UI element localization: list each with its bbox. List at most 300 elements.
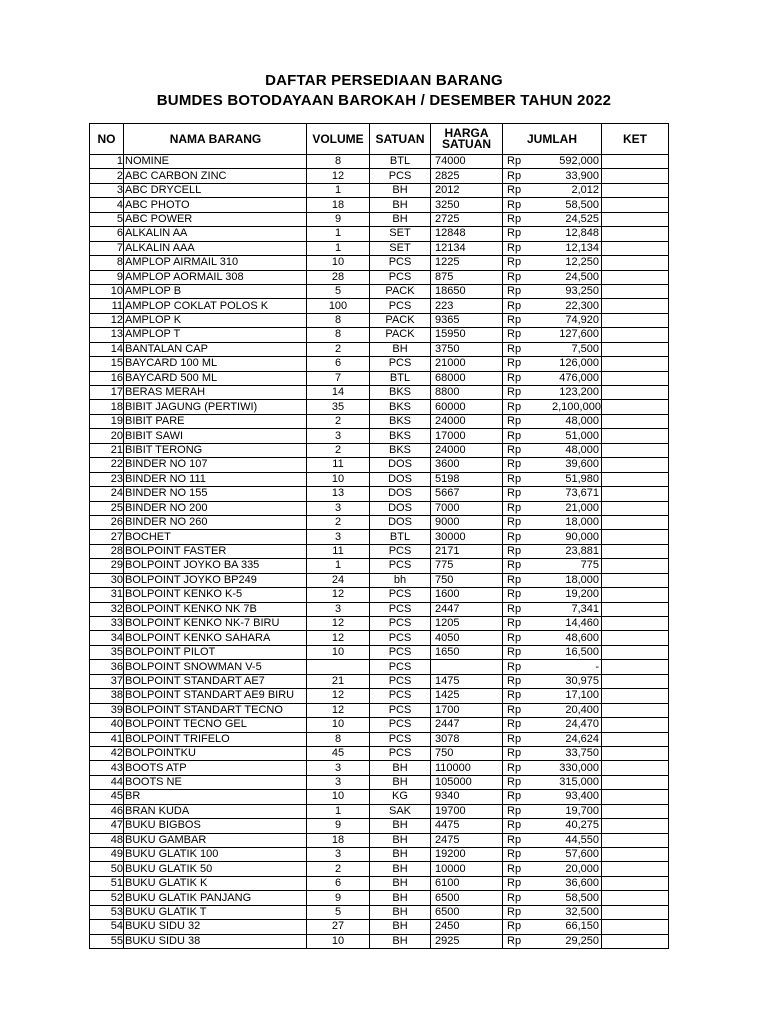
table-row [90,357,669,371]
cell-ket [602,761,669,775]
cell-satuan: PCS [370,703,431,717]
cell-ket [602,299,669,313]
cell-no: 28 [90,544,124,558]
cell-currency: Rp [503,313,553,327]
cell-ket [602,400,669,414]
cell-jumlah: 20,000 [552,862,602,876]
cell-nama-barang: BINDER NO 155 [124,487,307,501]
cell-harga-satuan: 223 [431,299,503,313]
cell-harga-satuan: 3078 [431,732,503,746]
cell-satuan: BH [370,775,431,789]
cell-jumlah: 32,500 [552,905,602,919]
table-row [90,674,669,688]
cell-nama-barang: BOLPOINT KENKO NK 7B [124,602,307,616]
cell-jumlah: 24,624 [552,732,602,746]
cell-currency: Rp [503,573,553,587]
cell-no: 49 [90,848,124,862]
cell-nama-barang: BOOTS NE [124,775,307,789]
cell-jumlah: 19,200 [552,588,602,602]
cell-ket [602,414,669,428]
table-row [90,429,669,443]
cell-no: 44 [90,775,124,789]
cell-satuan: PCS [370,674,431,688]
cell-nama-barang: BOLPOINT KENKO NK-7 BIRU [124,617,307,631]
cell-currency: Rp [503,848,553,862]
cell-satuan: BKS [370,414,431,428]
table-row [90,256,669,270]
cell-volume: 5 [307,905,370,919]
cell-no: 9 [90,270,124,284]
cell-volume: 12 [307,617,370,631]
cell-currency: Rp [503,241,553,255]
table-row [90,270,669,284]
cell-harga-satuan: 12134 [431,241,503,255]
cell-ket [602,689,669,703]
cell-nama-barang: BOLPOINT TRIFELO [124,732,307,746]
table-row [90,559,669,573]
cell-volume: 10 [307,256,370,270]
cell-nama-barang: AMPLOP AIRMAIL 310 [124,256,307,270]
cell-volume: 9 [307,212,370,226]
cell-currency: Rp [503,775,553,789]
cell-no: 42 [90,746,124,760]
cell-jumlah: 66,150 [552,920,602,934]
cell-volume: 3 [307,775,370,789]
cell-currency: Rp [503,718,553,732]
cell-currency: Rp [503,920,553,934]
cell-volume: 100 [307,299,370,313]
cell-jumlah: 93,400 [552,790,602,804]
cell-no: 10 [90,284,124,298]
cell-satuan: BH [370,183,431,197]
cell-no: 23 [90,472,124,486]
cell-currency: Rp [503,833,553,847]
cell-ket [602,804,669,818]
cell-currency: Rp [503,256,553,270]
cell-harga-satuan: 2171 [431,544,503,558]
cell-jumlah: 30,975 [552,674,602,688]
cell-volume: 11 [307,458,370,472]
cell-harga-satuan: 19700 [431,804,503,818]
cell-currency: Rp [503,602,553,616]
cell-volume: 1 [307,227,370,241]
cell-nama-barang: BUKU GLATIK K [124,876,307,890]
cell-no: 55 [90,934,124,948]
cell-nama-barang: BOLPOINT FASTER [124,544,307,558]
cell-ket [602,544,669,558]
cell-harga-satuan: 9340 [431,790,503,804]
cell-harga-satuan: 2447 [431,602,503,616]
cell-volume: 8 [307,328,370,342]
cell-harga-satuan: 68000 [431,371,503,385]
cell-no: 33 [90,617,124,631]
cell-nama-barang: NOMINE [124,155,307,169]
header-harga-line1: HARGA [444,126,489,140]
cell-currency: Rp [503,530,553,544]
cell-ket [602,631,669,645]
cell-satuan: SET [370,241,431,255]
cell-jumlah: 74,920 [552,313,602,327]
cell-harga-satuan: 18650 [431,284,503,298]
cell-harga-satuan: 2475 [431,833,503,847]
cell-volume: 7 [307,371,370,385]
table-row [90,515,669,529]
cell-ket [602,328,669,342]
cell-currency: Rp [503,414,553,428]
cell-no: 25 [90,501,124,515]
cell-harga-satuan: 3600 [431,458,503,472]
cell-volume: 3 [307,530,370,544]
table-row [90,876,669,890]
cell-no: 5 [90,212,124,226]
cell-jumlah: 14,460 [552,617,602,631]
table-row [90,400,669,414]
table-row [90,905,669,919]
table-row [90,848,669,862]
cell-no: 6 [90,227,124,241]
cell-jumlah: 12,250 [552,256,602,270]
table-row [90,645,669,659]
cell-no: 16 [90,371,124,385]
cell-satuan: BH [370,876,431,890]
table-row [90,703,669,717]
cell-volume: 18 [307,833,370,847]
cell-no: 13 [90,328,124,342]
cell-satuan: PCS [370,544,431,558]
cell-harga-satuan: 12848 [431,227,503,241]
cell-currency: Rp [503,270,553,284]
cell-ket [602,588,669,602]
cell-nama-barang: BIBIT TERONG [124,443,307,457]
cell-ket [602,342,669,356]
cell-currency: Rp [503,631,553,645]
cell-satuan: PCS [370,588,431,602]
cell-jumlah: 24,470 [552,718,602,732]
cell-jumlah: 48,000 [552,414,602,428]
cell-ket [602,891,669,905]
cell-nama-barang: BUKU GAMBAR [124,833,307,847]
cell-satuan: BKS [370,443,431,457]
cell-ket [602,487,669,501]
cell-jumlah: 51,980 [552,472,602,486]
cell-satuan: BH [370,212,431,226]
cell-ket [602,227,669,241]
cell-currency: Rp [503,501,553,515]
cell-harga-satuan: 74000 [431,155,503,169]
table-row [90,891,669,905]
cell-ket [602,819,669,833]
cell-jumlah: - [552,660,602,674]
cell-currency: Rp [503,169,553,183]
cell-no: 41 [90,732,124,746]
cell-no: 27 [90,530,124,544]
cell-satuan: PCS [370,270,431,284]
cell-ket [602,746,669,760]
cell-volume: 11 [307,544,370,558]
cell-jumlah: 19,700 [552,804,602,818]
cell-jumlah: 48,600 [552,631,602,645]
cell-jumlah: 40,275 [552,819,602,833]
cell-satuan: BH [370,848,431,862]
cell-currency: Rp [503,732,553,746]
cell-jumlah: 22,300 [552,299,602,313]
cell-jumlah: 2,100,000 [552,400,601,413]
cell-volume [307,660,370,674]
cell-no: 34 [90,631,124,645]
cell-satuan: PCS [370,689,431,703]
table-row [90,631,669,645]
cell-ket [602,732,669,746]
cell-harga-satuan: 5198 [431,472,503,486]
cell-currency: Rp [503,617,553,631]
cell-satuan: PCS [370,718,431,732]
cell-ket [602,718,669,732]
cell-satuan: BH [370,920,431,934]
cell-currency: Rp [503,645,553,659]
cell-nama-barang: BOLPOINTKU [124,746,307,760]
table-row [90,833,669,847]
cell-currency: Rp [503,299,553,313]
cell-no: 52 [90,891,124,905]
cell-volume: 2 [307,862,370,876]
table-row [90,732,669,746]
table-row [90,443,669,457]
cell-satuan: BH [370,891,431,905]
cell-ket [602,703,669,717]
cell-ket [602,198,669,212]
cell-nama-barang: BUKU SIDU 32 [124,920,307,934]
cell-harga-satuan: 2447 [431,718,503,732]
cell-jumlah: 330,000 [552,761,602,775]
cell-volume: 3 [307,429,370,443]
cell-currency: Rp [503,443,553,457]
cell-harga-satuan: 4050 [431,631,503,645]
cell-nama-barang: BOLPOINT KENKO K-5 [124,588,307,602]
table-row [90,371,669,385]
cell-satuan: BH [370,862,431,876]
cell-nama-barang: AMPLOP K [124,313,307,327]
cell-volume: 2 [307,414,370,428]
cell-nama-barang: ABC PHOTO [124,198,307,212]
cell-harga-satuan: 750 [431,746,503,760]
cell-no: 21 [90,443,124,457]
cell-satuan: DOS [370,458,431,472]
cell-volume: 6 [307,357,370,371]
cell-currency: Rp [503,544,553,558]
table-header-row [90,124,669,155]
cell-currency: Rp [503,458,553,472]
cell-ket [602,645,669,659]
cell-satuan: PACK [370,284,431,298]
cell-nama-barang: BERAS MERAH [124,386,307,400]
header-harga-satuan [431,124,503,155]
cell-harga-satuan: 19200 [431,848,503,862]
cell-currency: Rp [503,386,553,400]
table-row [90,284,669,298]
cell-volume: 12 [307,169,370,183]
cell-harga-satuan: 3750 [431,342,503,356]
cell-satuan: BH [370,905,431,919]
cell-no: 8 [90,256,124,270]
document-subtitle: BUMDES BOTODAYAAN BAROKAH / DESEMBER TAHUN 2022 [156,92,612,109]
cell-jumlah: 476,000 [552,371,602,385]
cell-satuan: PCS [370,732,431,746]
cell-satuan: PCS [370,645,431,659]
cell-satuan: PCS [370,617,431,631]
cell-harga-satuan: 2012 [431,183,503,197]
cell-nama-barang: AMPLOP COKLAT POLOS K [124,299,307,313]
cell-satuan: PCS [370,299,431,313]
cell-satuan: PCS [370,660,431,674]
cell-nama-barang: BIBIT SAWI [124,429,307,443]
cell-no: 15 [90,357,124,371]
cell-jumlah: 24,525 [552,212,602,226]
cell-ket [602,472,669,486]
cell-satuan: PACK [370,313,431,327]
cell-jumlah: 127,600 [552,328,602,342]
table-row [90,501,669,515]
cell-nama-barang: BUKU GLATIK T [124,905,307,919]
cell-currency: Rp [503,342,553,356]
cell-volume: 27 [307,920,370,934]
cell-volume: 14 [307,386,370,400]
cell-harga-satuan: 1475 [431,674,503,688]
cell-satuan: DOS [370,515,431,529]
table-row [90,790,669,804]
cell-jumlah: 58,500 [552,198,602,212]
cell-harga-satuan [431,660,503,674]
table-row [90,155,669,169]
header-jumlah: JUMLAH [503,124,602,155]
cell-no: 18 [90,400,124,414]
cell-currency: Rp [503,472,553,486]
cell-jumlah: 51,000 [552,429,602,443]
cell-nama-barang: BRAN KUDA [124,804,307,818]
cell-no: 46 [90,804,124,818]
cell-currency: Rp [503,905,553,919]
cell-no: 50 [90,862,124,876]
cell-jumlah: 12,134 [552,241,602,255]
cell-harga-satuan: 7000 [431,501,503,515]
cell-nama-barang: BINDER NO 107 [124,458,307,472]
cell-harga-satuan: 9000 [431,515,503,529]
cell-ket [602,371,669,385]
cell-nama-barang: BOLPOINT PILOT [124,645,307,659]
cell-ket [602,848,669,862]
cell-jumlah: 17,100 [552,689,602,703]
cell-nama-barang: BIBIT PARE [124,414,307,428]
cell-volume: 35 [307,400,370,414]
cell-satuan: BKS [370,400,431,414]
cell-nama-barang: BOLPOINT STANDART AE7 [124,674,307,688]
cell-nama-barang: BOLPOINT SNOWMAN V-5 [124,660,307,674]
cell-volume: 10 [307,718,370,732]
table-row [90,804,669,818]
cell-no: 22 [90,458,124,472]
cell-jumlah: 93,250 [552,284,602,298]
cell-volume: 1 [307,183,370,197]
cell-satuan: BTL [370,155,431,169]
cell-jumlah: 7,500 [552,342,602,356]
cell-no: 36 [90,660,124,674]
header-no: NO [90,124,124,155]
header-harga-line2: SATUAN [441,137,492,151]
cell-no: 7 [90,241,124,255]
cell-nama-barang: BUKU SIDU 38 [124,934,307,948]
cell-ket [602,862,669,876]
cell-ket [602,573,669,587]
table-row [90,183,669,197]
cell-satuan: PCS [370,357,431,371]
cell-no: 53 [90,905,124,919]
cell-ket [602,833,669,847]
cell-jumlah: 123,200 [552,386,602,400]
cell-harga-satuan: 110000 [431,761,503,775]
cell-currency: Rp [503,588,553,602]
cell-ket [602,212,669,226]
cell-currency: Rp [503,862,553,876]
cell-nama-barang: BOLPOINT JOYKO BP249 [124,573,307,587]
cell-volume: 3 [307,602,370,616]
cell-satuan: PCS [370,169,431,183]
cell-no: 20 [90,429,124,443]
table-row [90,458,669,472]
cell-nama-barang: BOOTS ATP [124,761,307,775]
table-row [90,718,669,732]
cell-currency: Rp [503,487,553,501]
cell-no: 47 [90,819,124,833]
cell-harga-satuan: 1205 [431,617,503,631]
cell-no: 38 [90,689,124,703]
cell-volume: 10 [307,790,370,804]
cell-volume: 10 [307,645,370,659]
cell-no: 2 [90,169,124,183]
cell-currency: Rp [503,198,553,212]
cell-currency: Rp [503,876,553,890]
cell-harga-satuan: 60000 [431,400,503,414]
cell-currency: Rp [503,515,553,529]
cell-harga-satuan: 21000 [431,357,503,371]
cell-no: 1 [90,155,124,169]
table-row [90,573,669,587]
cell-volume: 9 [307,891,370,905]
cell-jumlah: 90,000 [552,530,602,544]
cell-harga-satuan: 6500 [431,905,503,919]
cell-harga-satuan: 6100 [431,876,503,890]
cell-currency: Rp [503,371,553,385]
cell-jumlah: 48,000 [552,443,602,457]
table-row [90,227,669,241]
cell-ket [602,443,669,457]
cell-volume: 8 [307,155,370,169]
cell-ket [602,775,669,789]
cell-satuan: PCS [370,631,431,645]
cell-satuan: BH [370,198,431,212]
cell-satuan: BTL [370,530,431,544]
table-row [90,920,669,934]
cell-harga-satuan: 4475 [431,819,503,833]
cell-jumlah: 18,000 [552,573,602,587]
cell-volume: 28 [307,270,370,284]
cell-no: 37 [90,674,124,688]
cell-currency: Rp [503,746,553,760]
cell-nama-barang: BAYCARD 500 ML [124,371,307,385]
cell-jumlah: 12,848 [552,227,602,241]
cell-no: 17 [90,386,124,400]
cell-no: 32 [90,602,124,616]
cell-satuan: BH [370,819,431,833]
cell-currency: Rp [503,674,553,688]
